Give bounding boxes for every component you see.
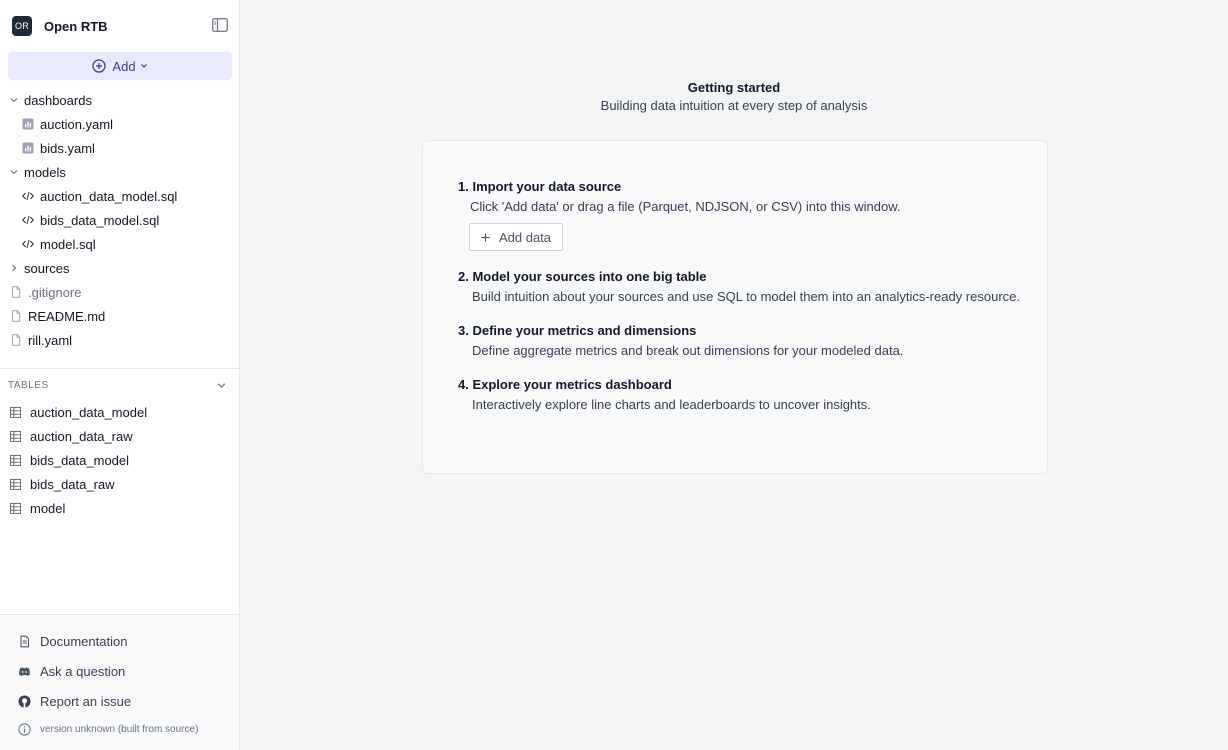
add-data-button[interactable] — [469, 223, 563, 251]
file-item[interactable] — [0, 136, 239, 160]
step-metrics — [458, 323, 1038, 358]
code-icon — [22, 214, 34, 226]
step-model — [458, 269, 1038, 304]
folder-label: models — [24, 164, 66, 180]
table-label: model — [30, 500, 66, 516]
ask-question-label: Ask a question — [40, 663, 126, 679]
add-data-label: Add data — [498, 229, 552, 245]
document-icon — [18, 635, 31, 648]
table-label: auction_data_model — [30, 404, 148, 420]
folder-sources[interactable] — [0, 256, 239, 280]
project-name: Open RTB — [44, 18, 108, 34]
sidebar-footer — [0, 614, 239, 750]
file-icon — [10, 286, 22, 298]
folder-dashboards[interactable] — [0, 88, 239, 112]
code-icon — [22, 190, 34, 202]
file-item[interactable] — [0, 208, 239, 232]
file-tree — [0, 88, 239, 352]
sidebar-divider — [0, 368, 239, 369]
chevron-down-icon — [10, 168, 18, 176]
table-label: auction_data_raw — [30, 428, 133, 444]
ask-question-link[interactable] — [18, 661, 125, 681]
file-item[interactable] — [0, 184, 239, 208]
file-item[interactable] — [0, 232, 239, 256]
discord-icon — [18, 665, 31, 678]
code-icon — [22, 238, 34, 250]
file-label: model.sql — [40, 236, 96, 252]
dashboard-icon — [22, 142, 34, 154]
main-content — [240, 0, 1228, 750]
step-title: 2. Model your sources into one big table — [458, 269, 707, 284]
table-item[interactable] — [0, 496, 239, 520]
table-item[interactable] — [0, 424, 239, 448]
tables-section-header[interactable] — [8, 378, 226, 392]
tables-list — [0, 400, 239, 520]
file-icon — [10, 334, 22, 346]
table-icon — [10, 407, 21, 418]
file-label: bids.yaml — [40, 140, 95, 156]
folder-models[interactable] — [0, 160, 239, 184]
step-description: Define aggregate metrics and break out dimensions for your modeled data. — [472, 343, 904, 358]
sidebar — [0, 0, 240, 750]
add-button[interactable] — [8, 52, 232, 80]
file-label: auction.yaml — [40, 116, 113, 132]
step-description: Build intuition about your sources and use SQL to model them into an analytics-ready resource. — [472, 289, 1020, 304]
table-icon — [10, 455, 21, 466]
file-label: .gitignore — [28, 284, 82, 300]
plus-icon — [481, 233, 490, 242]
chevron-down-icon — [140, 62, 148, 70]
step-description: Interactively explore line charts and leaderboards to uncover insights. — [472, 397, 871, 412]
version-label: version unknown (built from source) — [40, 723, 199, 735]
documentation-label: Documentation — [40, 633, 128, 649]
project-avatar: OR — [12, 16, 32, 36]
table-icon — [10, 503, 21, 514]
sidebar-toggle-icon[interactable] — [212, 18, 228, 32]
file-label: README.md — [28, 308, 106, 324]
table-icon — [10, 431, 21, 442]
report-issue-label: Report an issue — [40, 693, 132, 709]
page-subtitle: Building data intuition at every step of analysis — [600, 98, 868, 113]
step-title: 4. Explore your metrics dashboard — [458, 377, 672, 392]
page-title: Getting started — [687, 80, 781, 95]
file-label: bids_data_model.sql — [40, 212, 160, 228]
folder-label: sources — [24, 260, 70, 276]
file-item[interactable] — [0, 328, 239, 352]
step-explore — [458, 377, 1038, 412]
project-header[interactable] — [12, 15, 230, 37]
info-icon — [18, 723, 31, 736]
chevron-down-icon — [217, 381, 226, 390]
folder-label: dashboards — [24, 92, 92, 108]
step-title: 3. Define your metrics and dimensions — [458, 323, 697, 338]
file-item[interactable] — [0, 304, 239, 328]
github-icon — [18, 695, 31, 708]
plus-circle-icon — [92, 59, 106, 73]
file-item[interactable] — [0, 112, 239, 136]
tables-heading: TABLES — [8, 379, 49, 391]
chevron-right-icon — [10, 264, 18, 272]
chevron-down-icon — [10, 96, 18, 104]
step-description: Click 'Add data' or drag a file (Parquet, NDJSON, or CSV) into this window. — [470, 199, 901, 214]
getting-started-card — [422, 140, 1048, 474]
version-info — [18, 719, 198, 739]
file-label: rill.yaml — [28, 332, 73, 348]
table-item[interactable] — [0, 448, 239, 472]
file-item[interactable] — [0, 280, 239, 304]
table-item[interactable] — [0, 400, 239, 424]
add-button-label: Add — [112, 58, 136, 74]
table-item[interactable] — [0, 472, 239, 496]
step-import — [458, 179, 1038, 214]
file-icon — [10, 310, 22, 322]
file-label: auction_data_model.sql — [40, 188, 178, 204]
step-title: 1. Import your data source — [458, 179, 622, 194]
table-icon — [10, 479, 21, 490]
report-issue-link[interactable] — [18, 691, 131, 711]
table-label: bids_data_raw — [30, 476, 115, 492]
table-label: bids_data_model — [30, 452, 130, 468]
documentation-link[interactable] — [18, 631, 127, 651]
dashboard-icon — [22, 118, 34, 130]
